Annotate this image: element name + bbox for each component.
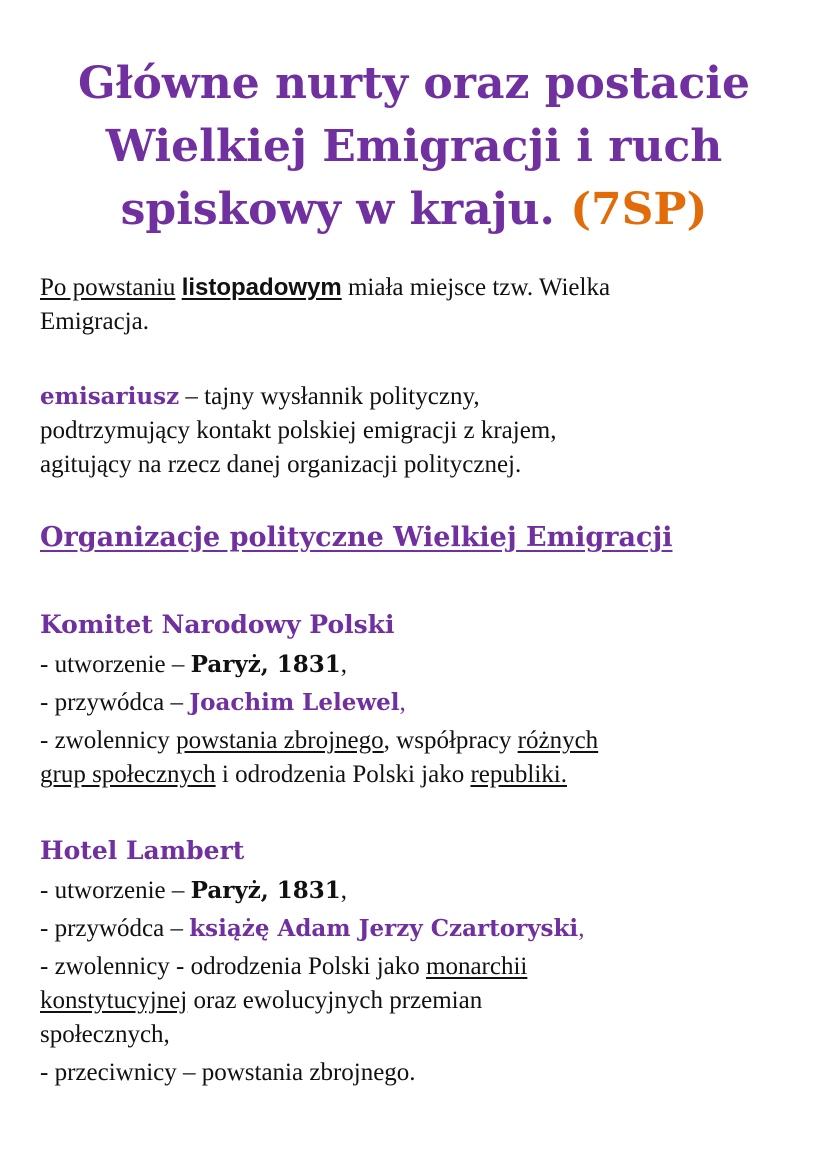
hotel-created-label: - utworzenie – [40, 877, 191, 904]
hotel-heading: Hotel Lambert [40, 836, 245, 865]
knp-supp-groups-b: grup społecznych [40, 761, 216, 788]
title-line-3 [30, 178, 798, 241]
hotel-details [40, 874, 800, 1090]
knp-supp-mid2: i odrodzenia Polski jako [215, 761, 471, 788]
hotel-leader-label: - przywódca – [40, 915, 190, 942]
intro-post: miała miejsce tzw. Wielka [341, 274, 611, 301]
knp-supp-uprising: powstania zbrojnego [176, 727, 384, 754]
hotel-against: - przeciwnicy – powstania zbrojnego. [40, 1059, 416, 1086]
knp-created-label: - utworzenie – [40, 651, 191, 678]
title-line-3-text: spiskowy w kraju. [120, 184, 555, 235]
hotel-created-value: Paryż, 1831 [190, 877, 341, 904]
hotel-supp-line-3: społecznych, [40, 1021, 170, 1048]
knp-supp-label: - zwolennicy [40, 727, 177, 754]
hotel-supp-label: - zwolennicy - odrodzenia Polski jako [40, 953, 427, 980]
knp-leader-comma: , [399, 689, 406, 716]
definition-line-3: agitujący na rzecz danej organizacji politycznej. [40, 451, 522, 478]
title-tag: (7SP) [570, 184, 708, 235]
hotel-supp-rest: oraz ewolucyjnych przemian [187, 987, 483, 1014]
knp-leader-label: - przywódca – [40, 689, 190, 716]
knp-details [40, 648, 800, 792]
hotel-created-comma: , [340, 877, 348, 904]
definition-term: emisariusz [40, 383, 180, 410]
title-line-2: Wielkiej Emigracji i ruch [105, 121, 723, 172]
definition-rest: – tajny wysłannik polityczny, [179, 383, 480, 410]
definition-paragraph [40, 380, 800, 482]
hotel-leader-value: książę Adam Jerzy Czartoryski [189, 915, 579, 942]
section-heading: Organizacje polityczne Wielkiej Emigracji [40, 522, 673, 553]
knp-supp-republic: republiki. [470, 761, 567, 788]
knp-created-value: Paryż, 1831 [190, 651, 341, 678]
hotel-leader-comma: , [578, 915, 585, 942]
intro-paragraph [40, 271, 800, 339]
page-title [30, 52, 798, 241]
intro-pre: Po powstaniu [40, 274, 176, 301]
definition-line-2: podtrzymujący kontakt polskiej emigracji z krajem, [40, 417, 557, 444]
hotel-supp-monarchy-a: monarchii [426, 953, 528, 980]
knp-heading: Komitet Narodowy Polski [40, 610, 395, 639]
knp-created-comma: , [340, 651, 348, 678]
knp-supp-mid: , współpracy [383, 727, 518, 754]
title-line-1: Główne nurty oraz postacie [78, 58, 750, 109]
knp-leader-value: Joachim Lelewel [189, 689, 400, 716]
intro-bold: listopadowym [181, 274, 342, 301]
knp-supp-groups-a: różnych [517, 727, 599, 754]
intro-line-2: Emigracja. [40, 308, 149, 335]
hotel-supp-monarchy-b: konstytucyjnej [40, 987, 188, 1014]
